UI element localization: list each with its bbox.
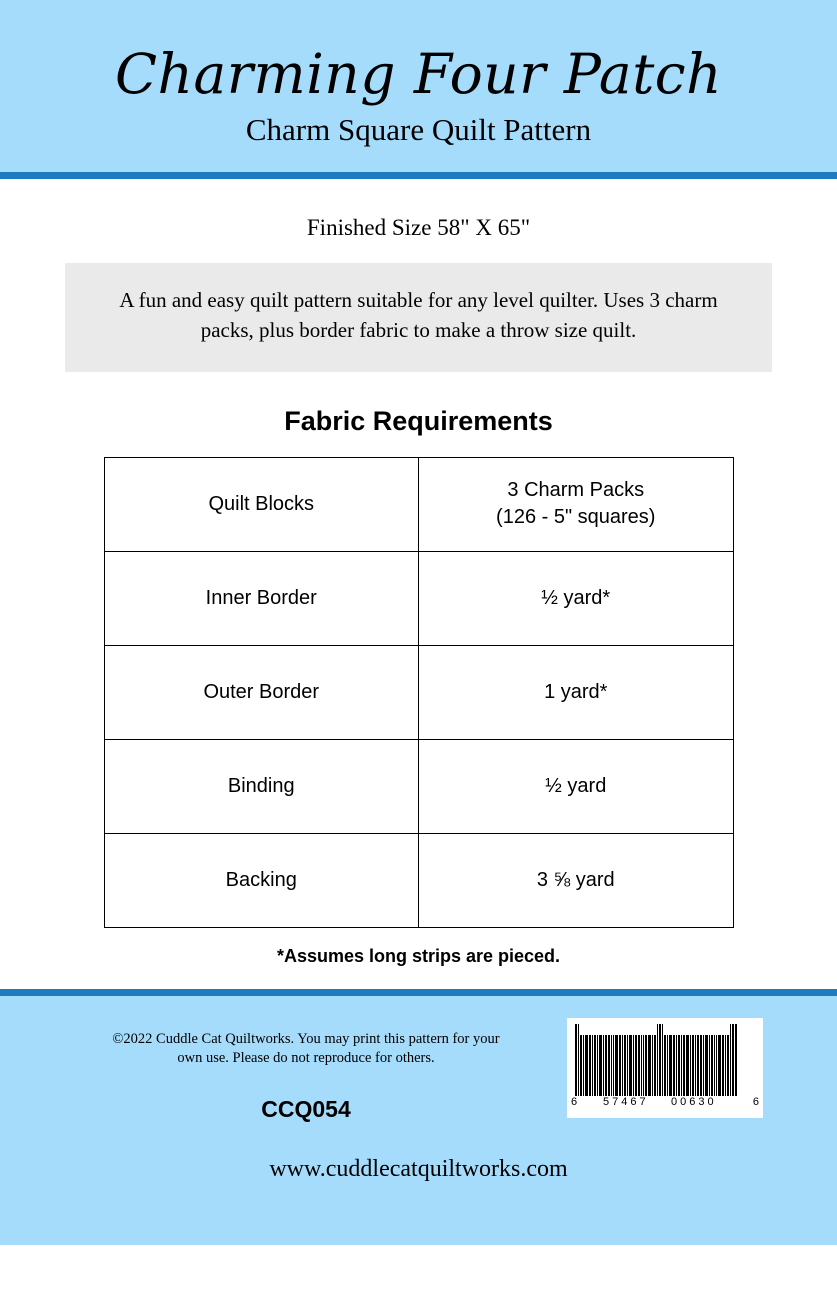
table-cell-value-line1: 3 Charm Packs (507, 479, 645, 502)
table-cell-label: Backing (104, 833, 419, 927)
header-band (0, 0, 837, 179)
table-row (104, 457, 733, 551)
table-row (104, 551, 733, 645)
barcode-group-1: 57467 (603, 1095, 649, 1108)
barcode-right-digit: 6 (752, 1095, 759, 1108)
table-cell-value (419, 457, 734, 551)
description-box: A fun and easy quilt pattern suitable for any level quilter. Uses 3 charm packs, plus border fabric to make a throw size quilt. (65, 263, 772, 372)
barcode-left-digit: 6 (571, 1095, 578, 1108)
website-url[interactable]: www.cuddlecatquiltworks.com (269, 1155, 568, 1182)
table-cell-label: Outer Border (104, 645, 419, 739)
sku-code: CCQ054 (261, 1095, 351, 1122)
footnote-text: *Assumes long strips are pieced. (276, 945, 561, 966)
page-subtitle: Charm Square Quilt Pattern (245, 111, 592, 147)
page-title: Charming Four Patch (114, 42, 723, 106)
finished-size-text: Finished Size 58" X 65" (306, 214, 531, 240)
table-row (104, 645, 733, 739)
barcode-digits (567, 1096, 763, 1116)
barcode-group-2: 00630 (671, 1095, 717, 1108)
table-cell-label: Quilt Blocks (104, 457, 419, 551)
copyright-text: ©2022 Cuddle Cat Quiltworks. You may print this pattern for your own use. Please do not reproduce for others. (112, 1030, 500, 1067)
fabric-requirements-heading: Fabric Requirements (284, 405, 553, 436)
table-cell-value: ½ yard* (419, 551, 734, 645)
table-cell-value: 1 yard* (419, 645, 734, 739)
table-row (104, 739, 733, 833)
table-cell-label: Binding (104, 739, 419, 833)
footer-band (0, 989, 837, 1245)
table-cell-value-line2: (126 - 5" squares) (496, 506, 656, 529)
barcode (567, 1018, 763, 1118)
fabric-requirements-table (104, 457, 734, 928)
table-cell-value: ½ yard (419, 739, 734, 833)
main-content (0, 215, 837, 967)
barcode-bars (567, 1024, 763, 1096)
table-row (104, 833, 733, 927)
table-cell-label: Inner Border (104, 551, 419, 645)
table-cell-value: 3 ⅝ yard (419, 833, 734, 927)
